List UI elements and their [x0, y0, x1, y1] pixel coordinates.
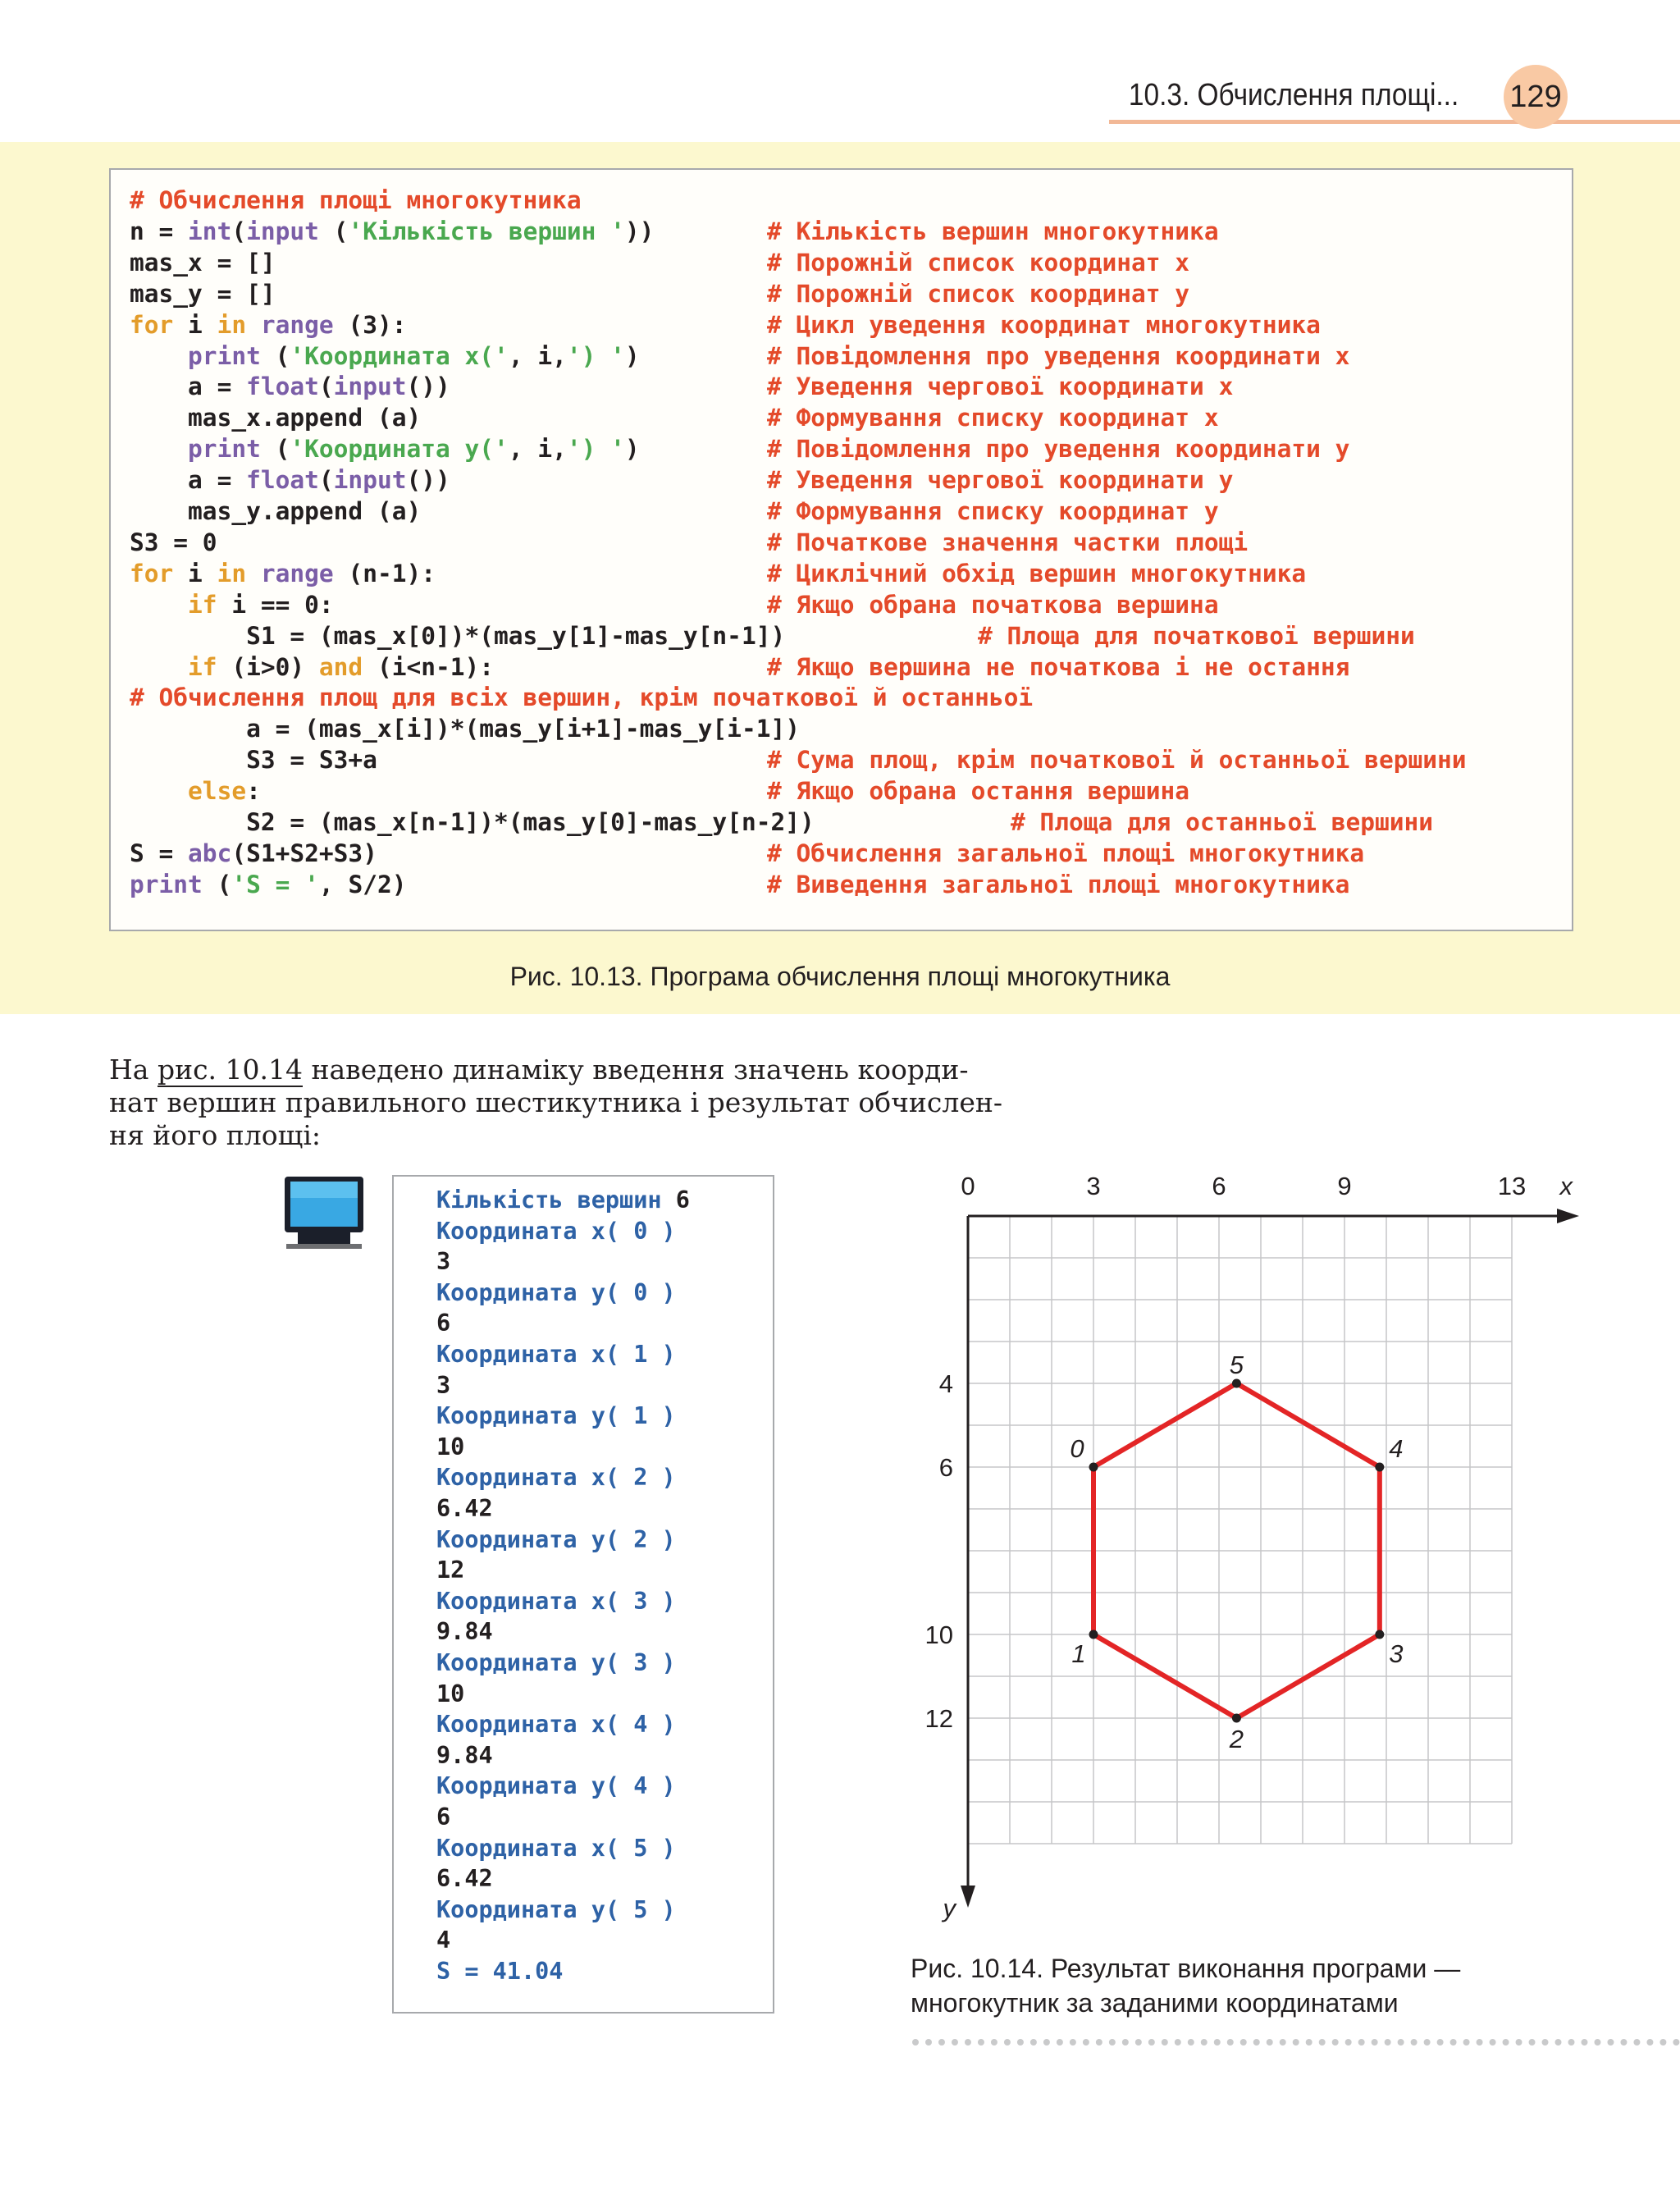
console-line: [436, 1956, 563, 1987]
console-line: [436, 1246, 450, 1278]
code-token: i: [173, 559, 217, 587]
console-input: 3: [436, 1248, 451, 1276]
code-token: mas_x = []: [130, 248, 276, 277]
code-line: [130, 714, 800, 743]
vertex-point: [1232, 1379, 1241, 1388]
code-token: float: [246, 466, 319, 495]
code-token: , i,: [508, 341, 567, 370]
code-token: int: [188, 217, 232, 245]
code-comment: # Формування списку координат y: [767, 497, 1219, 525]
code-token: for: [130, 559, 174, 587]
code-token: (: [260, 341, 290, 370]
code-token: (: [231, 217, 247, 245]
code-line: [130, 496, 421, 526]
console-line: [436, 1925, 450, 1956]
console-line: [436, 1216, 676, 1247]
code-token: range: [260, 310, 334, 339]
code-token: [130, 777, 188, 805]
code-line: [130, 279, 276, 309]
console-line: [436, 1278, 676, 1309]
code-token: in: [217, 310, 247, 339]
section-title: 10.3. Обчислення площі...: [1128, 78, 1459, 112]
code-token: float: [246, 373, 319, 401]
code-line: [130, 217, 654, 246]
vertex-point: [1375, 1630, 1384, 1639]
code-token: [130, 435, 188, 463]
code-token: i: [173, 310, 217, 339]
console-line: [436, 1863, 493, 1895]
code-token: else: [188, 777, 247, 806]
code-token: ()): [406, 466, 450, 495]
code-comment: # Якщо обрана початкова вершина: [767, 590, 1219, 619]
code-token: (: [202, 870, 232, 898]
code-token: input: [333, 466, 407, 495]
code-line: [130, 807, 815, 837]
vertex-label: 1: [1071, 1639, 1086, 1668]
console-line: [436, 1616, 493, 1648]
code-comment: # Формування списку координат x: [767, 404, 1219, 432]
console-input: 4: [436, 1927, 451, 1954]
console-prompt: Кількість вершин: [436, 1186, 676, 1214]
code-token: 'Координата x(': [290, 341, 509, 370]
vertex-label: 4: [1389, 1434, 1404, 1463]
code-token: mas_y = []: [130, 279, 276, 308]
console-prompt: S = 41.04: [436, 1958, 564, 1985]
paragraph-text: На: [109, 1054, 158, 1086]
caption-line-1: Рис. 10.14. Результат виконання програми —: [911, 1954, 1461, 1983]
code-token: and: [318, 652, 363, 681]
code-token: (: [318, 466, 334, 495]
code-line: [130, 590, 334, 619]
code-line: [130, 870, 407, 899]
code-comment: # Площа для останньої вершини: [1011, 808, 1434, 836]
code-line: [130, 621, 785, 651]
code-line: [130, 652, 494, 682]
code-line: [130, 372, 450, 401]
console-input: 3: [436, 1371, 451, 1399]
figure-reference-link[interactable]: рис. 10.14: [157, 1054, 304, 1086]
code-token: [246, 560, 261, 587]
x-axis-arrow: [1557, 1209, 1579, 1223]
code-token: (S1+S2+S3): [231, 839, 377, 867]
code-token: )): [624, 217, 655, 245]
console-line: [436, 1432, 464, 1463]
vertex-point: [1375, 1463, 1384, 1472]
polygon-coordinate-graph: [886, 1157, 1591, 1928]
x-tick-label: 6: [1212, 1172, 1226, 1200]
code-line: [130, 310, 407, 340]
x-tick-label: 0: [961, 1172, 975, 1200]
console-prompt: Координата y( 2 ): [436, 1525, 676, 1553]
code-comment: # Повідомлення про уведення координати y: [767, 435, 1350, 464]
console-input: 6.42: [436, 1865, 493, 1893]
code-token: , i,: [508, 435, 567, 464]
code-line: [130, 559, 436, 588]
console-line: [436, 1339, 676, 1370]
vertex-point: [1089, 1463, 1098, 1472]
code-token: abc: [188, 839, 232, 867]
code-token: (i>0): [217, 652, 319, 681]
code-token: print: [188, 435, 261, 464]
console-line: [436, 1308, 450, 1339]
console-line: [436, 1679, 464, 1710]
code-token: a = (mas_x[i])*(mas_y[i+1]-mas_y[i-1]): [130, 715, 800, 743]
code-token: if: [188, 590, 217, 619]
code-token: (: [260, 435, 290, 464]
code-comment: # Кількість вершин многокутника: [767, 217, 1219, 245]
console-input: 6: [675, 1186, 690, 1214]
vertex-point: [1232, 1714, 1241, 1723]
vertex-label: 0: [1070, 1434, 1084, 1463]
console-prompt: Координата y( 0 ): [436, 1278, 676, 1306]
code-token: if: [188, 652, 217, 681]
console-prompt: Координата x( 2 ): [436, 1464, 676, 1492]
code-comment: # Цикл уведення координат многокутника: [767, 310, 1321, 339]
console-prompt: Координата x( 3 ): [436, 1587, 676, 1615]
console-input: 12: [436, 1556, 465, 1584]
code-comment: # Початкове значення частки площі: [767, 528, 1249, 556]
code-token: (i<n-1):: [363, 652, 495, 681]
console-line: [436, 1833, 676, 1864]
code-comment: # Сума площ, крім початкової й останньої вершини: [767, 746, 1467, 775]
code-line: [130, 465, 450, 495]
code-token: print: [188, 341, 261, 370]
x-axis-label: x: [1559, 1172, 1573, 1200]
console-input: 6.42: [436, 1495, 493, 1522]
figure-10-14-caption: [911, 1951, 1460, 2020]
code-token: in: [217, 559, 247, 587]
code-comment: # Порожній список координат x: [767, 248, 1190, 277]
code-comment: # Якщо обрана остання вершина: [767, 777, 1190, 806]
y-tick-label: 4: [938, 1369, 953, 1398]
console-line: [436, 1740, 493, 1771]
code-token: (: [318, 217, 349, 245]
console-input: 9.84: [436, 1618, 493, 1646]
console-prompt: Координата x( 4 ): [436, 1711, 676, 1739]
code-token: (: [318, 373, 334, 401]
code-token: 'Кількість вершин ': [348, 217, 625, 245]
code-token: input: [246, 217, 319, 245]
code-token: # Обчислення площ для всіх вершин, крім початкової й останньої: [130, 683, 1034, 712]
figure-10-13-caption: Рис. 10.13. Програма обчислення площі многокутника: [509, 962, 1171, 991]
console-input: 10: [436, 1433, 465, 1460]
code-token: S3 = S3+a: [130, 746, 377, 775]
caption-line-2: многокутник за заданими координатами: [911, 1988, 1399, 2018]
code-line: [130, 434, 640, 464]
page-number-badge: [1504, 65, 1568, 129]
console-line: [436, 1401, 676, 1432]
y-axis-label: y: [943, 1894, 956, 1922]
code-token: [130, 653, 188, 681]
code-comment: # Повідомлення про уведення координати x: [767, 341, 1350, 370]
vertex-label: 5: [1229, 1351, 1244, 1379]
console-line: [436, 1185, 690, 1216]
code-token: i == 0:: [217, 590, 334, 619]
paragraph-text: наведено динаміку введення значень коорди-: [303, 1054, 969, 1086]
console-input: 9.84: [436, 1741, 493, 1769]
code-line: [130, 248, 276, 277]
code-token: (3):: [333, 310, 407, 339]
paragraph-line-3: ня його площі:: [109, 1119, 321, 1151]
code-token: for: [130, 310, 174, 339]
code-token: ') ': [566, 435, 625, 464]
code-token: S2 = (mas_x[n-1])*(mas_y[0]-mas_y[n-2]): [130, 808, 815, 836]
code-line: [130, 341, 640, 371]
code-line: [130, 403, 421, 432]
console-prompt: Координата x( 5 ): [436, 1834, 676, 1862]
y-tick-label: 12: [924, 1704, 953, 1733]
code-token: S =: [130, 839, 189, 867]
code-token: range: [260, 559, 334, 587]
code-token: [246, 311, 261, 339]
console-input: 10: [436, 1680, 465, 1707]
vertex-label: 3: [1389, 1639, 1404, 1668]
code-token: print: [130, 870, 203, 898]
console-prompt: Координата y( 3 ): [436, 1649, 676, 1676]
x-tick-label: 9: [1337, 1172, 1352, 1200]
console-line: [436, 1555, 464, 1586]
code-token: a =: [130, 466, 247, 495]
code-token: (n-1):: [333, 559, 436, 587]
code-comment: # Виведення загальної площі многокутника: [767, 870, 1350, 898]
code-token: ): [624, 435, 640, 464]
code-token: ()): [406, 373, 450, 401]
paragraph-line-1: [109, 1054, 968, 1086]
console-line: [436, 1771, 676, 1802]
header-rule: [1109, 120, 1680, 124]
console-line: [436, 1370, 450, 1401]
code-token: [130, 591, 188, 619]
vertex-label: 2: [1229, 1725, 1244, 1753]
x-tick-label: 3: [1086, 1172, 1101, 1200]
code-line: [130, 528, 217, 557]
paragraph-line-2: нат вершин правильного шестикутника і результат обчислен-: [109, 1086, 1003, 1118]
code-comment: # Якщо вершина не початкова і не остання: [767, 652, 1350, 681]
console-prompt: Координата x( 0 ): [436, 1217, 676, 1245]
code-token: 'S = ': [231, 870, 319, 898]
dotted-divider: [912, 2039, 1680, 2046]
code-comment: # Уведення чергової координати y: [767, 466, 1234, 495]
console-prompt: Координата y( 5 ): [436, 1895, 676, 1923]
console-line: [436, 1524, 676, 1556]
code-line: [130, 745, 377, 775]
console-prompt: Координата y( 1 ): [436, 1402, 676, 1430]
page-number: 129: [1509, 79, 1562, 114]
console-line: [436, 1895, 676, 1926]
y-tick-label: 6: [938, 1453, 953, 1482]
code-comment: # Порожній список координат y: [767, 279, 1190, 308]
console-line: [436, 1709, 676, 1740]
code-token: mas_x.append (a): [130, 404, 422, 432]
code-token: # Обчислення площі многокутника: [130, 186, 582, 214]
code-token: a =: [130, 373, 247, 401]
code-token: ') ': [566, 341, 625, 370]
code-line: [130, 683, 1033, 712]
code-token: S1 = (mas_x[0])*(mas_y[1]-mas_y[n-1]): [130, 621, 786, 650]
vertex-point: [1089, 1630, 1098, 1639]
code-token: , S/2): [318, 870, 407, 898]
console-line: [436, 1648, 676, 1679]
console-prompt: Координата y( 4 ): [436, 1772, 676, 1800]
console-input: 6: [436, 1310, 451, 1337]
console-line: [436, 1802, 450, 1833]
code-token: [130, 342, 188, 370]
console-line: [436, 1586, 676, 1617]
code-line: [130, 776, 261, 806]
code-line: [130, 185, 582, 215]
code-comment: # Уведення чергової координати x: [767, 373, 1234, 401]
code-token: input: [333, 373, 407, 401]
monitor-icon: [283, 1172, 365, 1254]
code-comment: # Обчислення загальної площі многокутника: [767, 839, 1365, 867]
y-tick-label: 10: [924, 1620, 953, 1649]
code-token: 'Координата y(': [290, 435, 509, 464]
code-token: n =: [130, 217, 189, 245]
console-line: [436, 1462, 676, 1493]
code-line: [130, 839, 377, 868]
y-axis-arrow: [961, 1886, 975, 1908]
code-token: ): [624, 341, 640, 370]
code-token: :: [246, 777, 261, 806]
code-comment: # Циклічний обхід вершин многокутника: [767, 559, 1307, 587]
code-token: S3 = 0: [130, 528, 217, 556]
console-prompt: Координата x( 1 ): [436, 1341, 676, 1368]
console-input: 6: [436, 1803, 451, 1831]
code-token: mas_y.append (a): [130, 497, 422, 525]
console-line: [436, 1493, 493, 1524]
code-comment: # Площа для початкової вершини: [978, 621, 1415, 650]
x-tick-label: 13: [1497, 1172, 1527, 1200]
